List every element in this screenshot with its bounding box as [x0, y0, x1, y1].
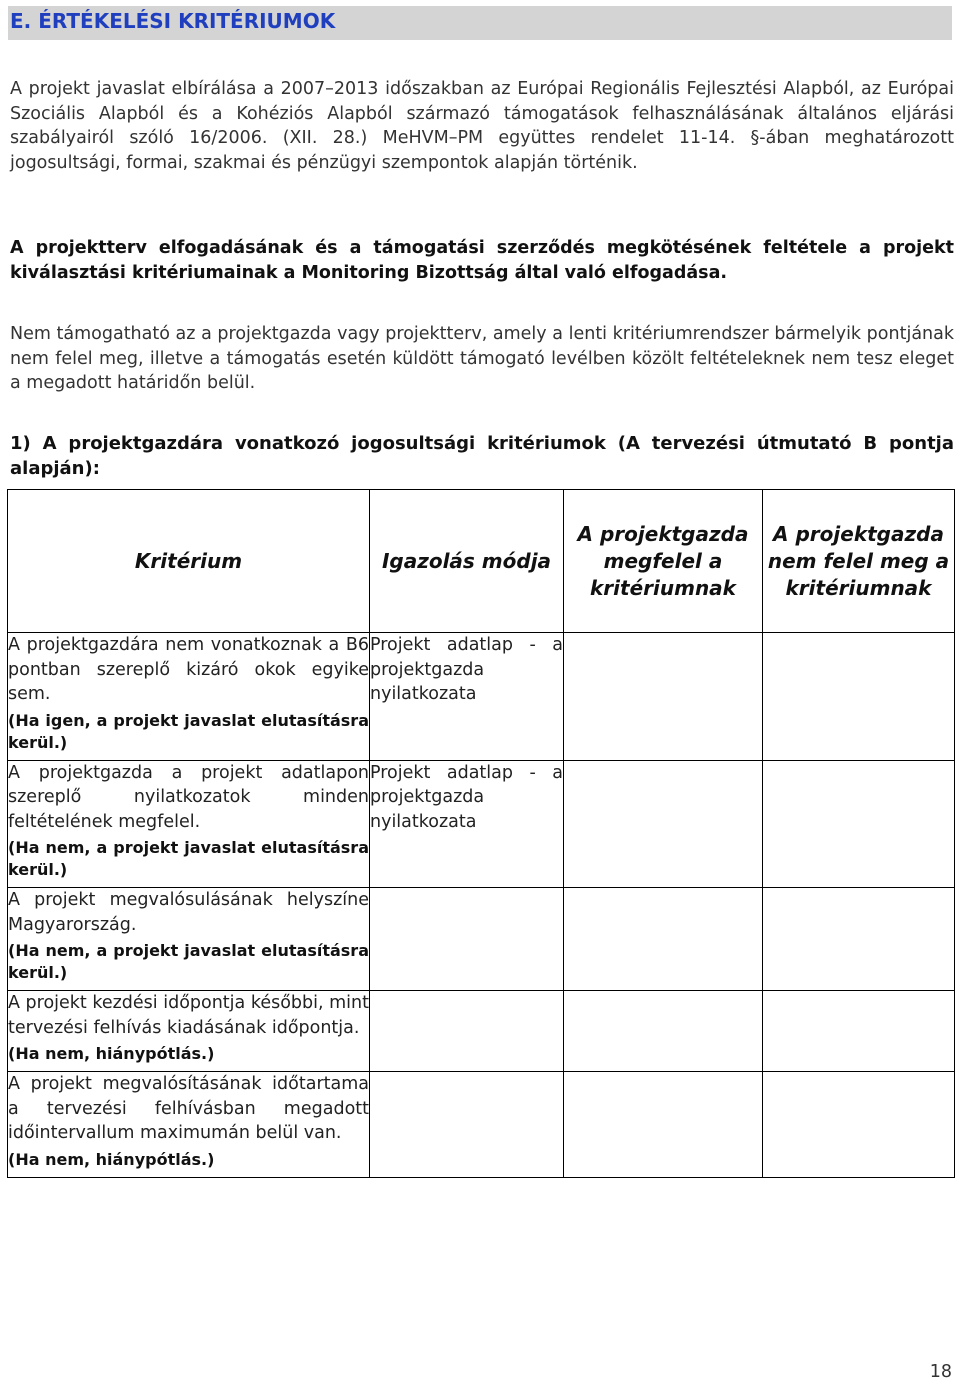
- not-meets-cell[interactable]: [763, 633, 955, 761]
- proof-cell: [370, 760, 564, 888]
- table-row: [8, 888, 955, 991]
- criterion-text: A projekt megvalósításának időtartama a tervezési felhívásban megadott időintervallum maximumán belül van.: [8, 1074, 369, 1143]
- not-meets-cell[interactable]: [763, 991, 955, 1072]
- not-supported-paragraph: Nem támogatható az a projektgazda vagy projektterv, amely a lenti kritériumrendszer bármelyik pontjának nem felel meg, illetve a támogatás esetén küldött támogató levélben közölt feltételeknek nem tesz eleget a megadott határidőn belül.: [10, 324, 954, 393]
- criterion-cell: [8, 888, 370, 991]
- criterion-note: (Ha igen, a projekt javaslat elutasításra kerül.): [8, 710, 369, 752]
- criterion-text: A projekt kezdési időpontja későbbi, mint tervezési felhívás kiadásának időpontja.: [8, 993, 369, 1038]
- header-proof: Igazolás módja: [370, 490, 564, 633]
- criterion-cell: [8, 1072, 370, 1178]
- proof-cell: [370, 991, 564, 1072]
- criterion-cell: [8, 991, 370, 1072]
- table-header-row: [8, 490, 955, 633]
- table-row: [8, 760, 955, 888]
- page-number: 18: [929, 1362, 952, 1382]
- meets-cell[interactable]: [564, 760, 763, 888]
- criterion-cell: [8, 633, 370, 761]
- criterion-cell: [8, 760, 370, 888]
- criteria-table: [7, 489, 955, 1178]
- meets-cell[interactable]: [564, 888, 763, 991]
- criterion-note: (Ha nem, hiánypótlás.): [8, 1044, 215, 1063]
- proof-cell: [370, 633, 564, 761]
- proof-text: Projekt adatlap - a projektgazda nyilatkozata: [370, 635, 563, 704]
- criterion-note: (Ha nem, a projekt javaslat elutasításra kerül.): [8, 941, 369, 982]
- criterion-note: (Ha nem, hiánypótlás.): [8, 1149, 215, 1169]
- meets-cell[interactable]: [564, 1072, 763, 1178]
- not-meets-cell[interactable]: [763, 1072, 955, 1178]
- table-row: [8, 991, 955, 1072]
- not-meets-cell[interactable]: [763, 760, 955, 888]
- proof-text: Projekt adatlap - a projektgazda nyilatkozata: [370, 762, 563, 832]
- intro-paragraph: A projekt javaslat elbírálása a 2007–2013 időszakban az Európai Regionális Fejlesztési Alapból, az Európai Szociális Alapból és a Kohéziós Alapból származó támogatások felhasználásának általános eljárási szabályairól szóló 16/2006. (XII. 28.) MeHVM–PM együttes rendelet 11-14. §-ában meghatározott jogosultsági, formai, szakmai és pénzügyi szempontok alapján történik.: [10, 79, 954, 173]
- meets-cell[interactable]: [564, 633, 763, 761]
- header-criterion: Kritérium: [8, 490, 370, 633]
- header-meets: A projektgazda megfelel a kritériumnak: [564, 490, 763, 633]
- proof-cell: [370, 1072, 564, 1178]
- criterion-text: A projektgazda a projekt adatlapon szereplő nyilatkozatok minden feltételének megfelel.: [8, 762, 369, 832]
- proof-cell: [370, 888, 564, 991]
- table-row: [8, 633, 955, 761]
- table-row: [8, 1072, 955, 1178]
- condition-paragraph: A projektterv elfogadásának és a támogatási szerződés megkötésének feltétele a projekt kiválasztási kritériumainak a Monitoring Bizottság által való elfogadása.: [10, 238, 954, 283]
- meets-cell[interactable]: [564, 991, 763, 1072]
- criterion-note: (Ha nem, a projekt javaslat elutasításra kerül.): [8, 838, 369, 879]
- section-heading: 1) A projektgazdára vonatkozó jogosultsági kritériumok (A tervezési útmutató B pontja alapján):: [10, 433, 954, 479]
- page-title: E. ÉRTÉKELÉSI KRITÉRIUMOK: [8, 6, 952, 40]
- not-meets-cell[interactable]: [763, 888, 955, 991]
- criterion-text: A projekt megvalósulásának helyszíne Magyarország.: [8, 890, 369, 935]
- criterion-text: A projektgazdára nem vonatkoznak a B6 pontban szereplő kizáró okok egyike sem.: [8, 635, 369, 704]
- header-not-meets: A projektgazda nem felel meg a kritériumnak: [763, 490, 955, 633]
